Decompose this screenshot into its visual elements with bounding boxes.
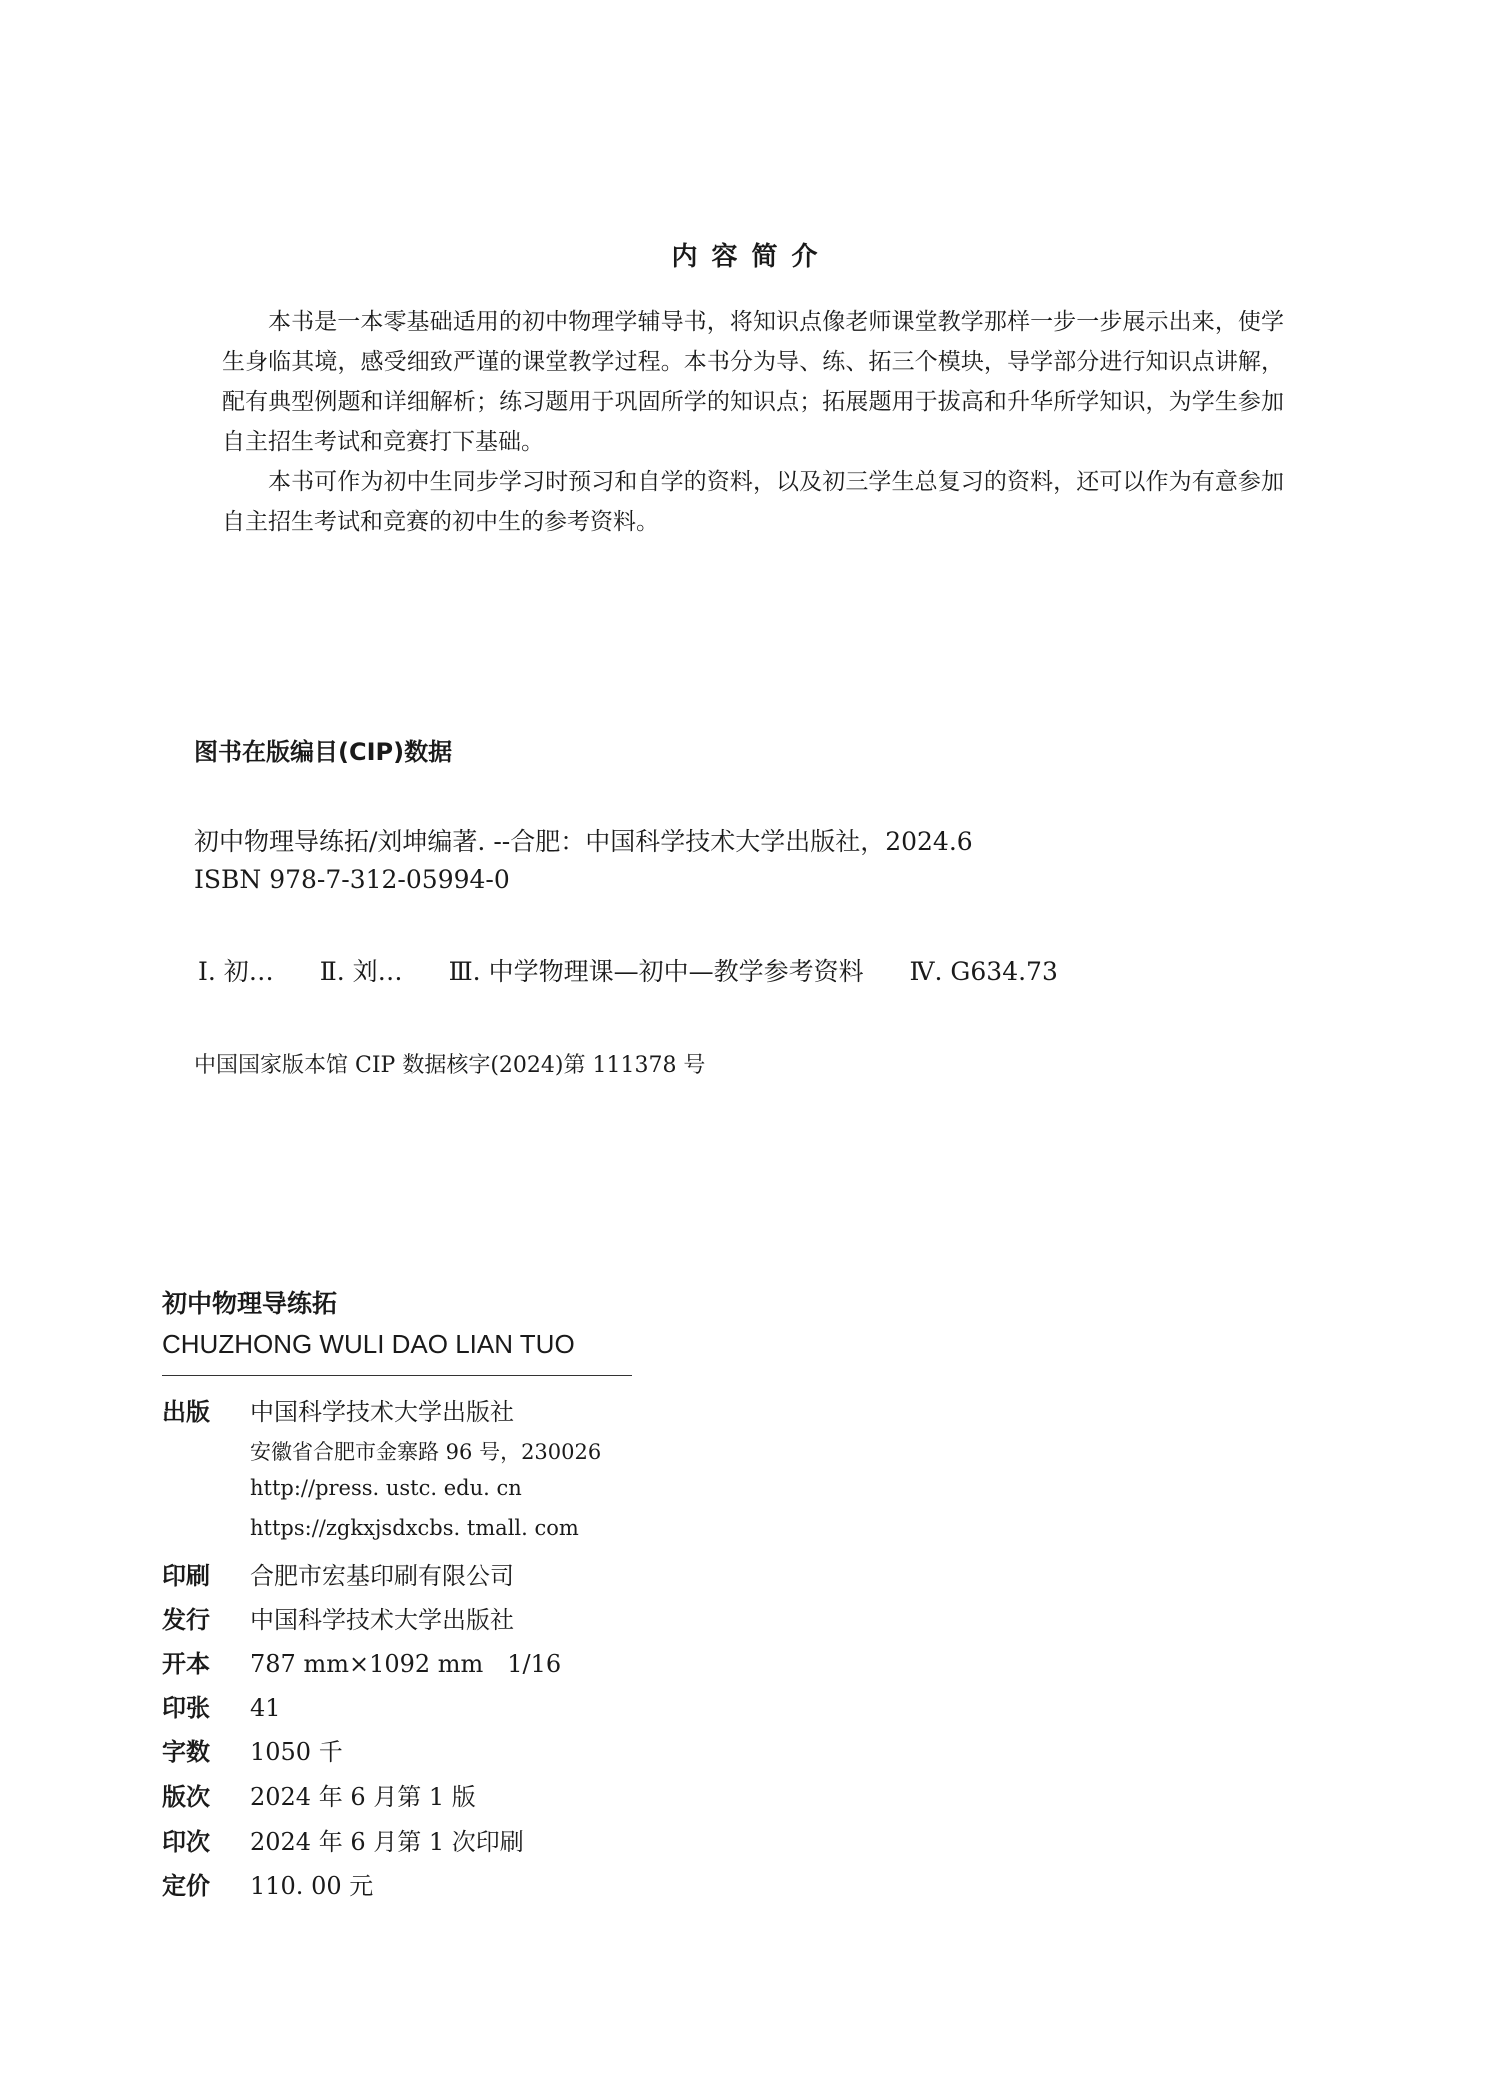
sheets-value: 41: [250, 1694, 281, 1722]
edition-value: 2024 年 6 月第 1 版: [250, 1783, 476, 1811]
publisher-address: 安徽省合肥市金寨路 96 号，230026: [250, 1440, 602, 1464]
publisher-value: 中国科学技术大学出版社: [250, 1398, 514, 1426]
cip-class-item: Ⅱ. 刘…: [319, 957, 403, 986]
cip-class-item: Ⅰ. 初…: [198, 957, 274, 986]
edition-row: [162, 1777, 476, 1812]
distributor-label: 发行: [162, 1606, 210, 1634]
distributor-value: 中国科学技术大学出版社: [250, 1606, 514, 1634]
cip-class-item: Ⅲ. 中学物理课—初中—教学参考资料: [448, 957, 864, 986]
book-title: 初中物理导练拓: [162, 1289, 338, 1318]
publisher-label: 出版: [162, 1398, 210, 1426]
distributor-row: [162, 1600, 514, 1635]
book-title-pinyin: CHUZHONG WULI DAO LIAN TUO: [162, 1329, 575, 1359]
cip-class-item: Ⅳ. G634.73: [909, 957, 1058, 986]
publisher-row: [162, 1392, 514, 1427]
wordcount-row: [162, 1732, 343, 1767]
publisher-shop: https://zgkxjsdxcbs. tmall. com: [250, 1516, 579, 1540]
cip-isbn: ISBN 978-7-312-05994-0: [194, 865, 510, 894]
price-value: 110. 00 元: [250, 1872, 374, 1900]
intro-paragraph-1: 本书是一本零基础适用的初中物理学辅导书，将知识点像老师课堂教学那样一步一步展示出来，使学生身临其境，感受细致严谨的课堂教学过程。本书分为导、练、拓三个模块，导学部分进行知识点讲解，配有典型例题和详细解析；练习题用于巩固所学的知识点；拓展题用于拔高和升华所学知识，为学生参加自主招生考试和竞赛打下基础。: [222, 309, 1284, 455]
edition-label: 版次: [162, 1783, 210, 1811]
colophon-divider: [162, 1375, 632, 1376]
printing-row: [162, 1822, 524, 1857]
intro-paragraph-2: 本书可作为初中生同步学习时预习和自学的资料，以及初三学生总复习的资料，还可以作为有意参加自主招生考试和竞赛的初中生的参考资料。: [222, 469, 1284, 535]
cip-approval-number: 中国国家版本馆 CIP 数据核字(2024)第 111378 号: [194, 1053, 706, 1078]
intro-title: 内容简介: [671, 242, 832, 272]
format-value: 787 mm×1092 mm 1/16: [250, 1650, 562, 1678]
cip-heading: 图书在版编目(CIP)数据: [194, 738, 453, 766]
cip-classification: [198, 952, 1096, 988]
printing-value: 2024 年 6 月第 1 次印刷: [250, 1828, 524, 1856]
wordcount-label: 字数: [162, 1738, 210, 1766]
printer-label: 印刷: [162, 1562, 210, 1590]
printer-value: 合肥市宏基印刷有限公司: [250, 1562, 514, 1590]
price-row: [162, 1866, 373, 1901]
cip-bibliographic-line: 初中物理导练拓/刘坤编著. --合肥：中国科学技术大学出版社，2024.6: [194, 827, 973, 856]
printer-row: [162, 1556, 514, 1591]
sheets-label: 印张: [162, 1694, 210, 1722]
printing-label: 印次: [162, 1828, 210, 1856]
price-label: 定价: [162, 1872, 210, 1900]
sheets-row: [162, 1688, 281, 1723]
format-row: [162, 1644, 561, 1679]
wordcount-value: 1050 千: [250, 1738, 343, 1766]
publisher-website: http://press. ustc. edu. cn: [250, 1476, 522, 1500]
format-label: 开本: [162, 1650, 210, 1678]
